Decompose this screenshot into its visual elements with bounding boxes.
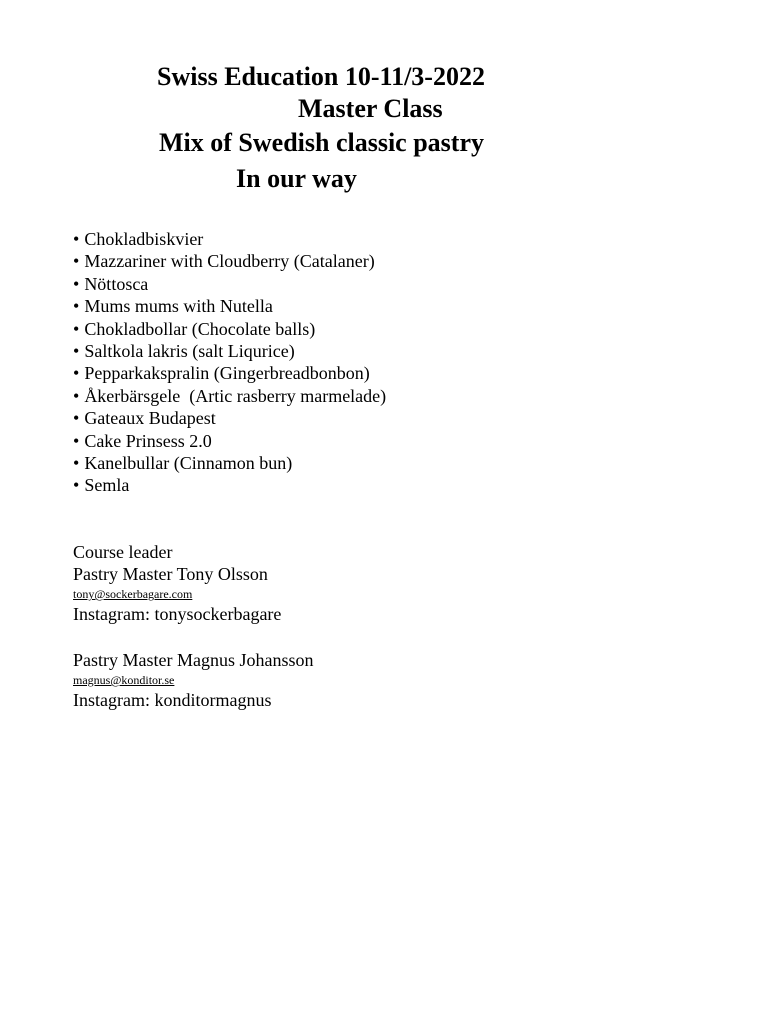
bullet: • — [73, 251, 80, 272]
bullet: • — [73, 273, 80, 294]
list-item — [73, 385, 386, 407]
list-item — [73, 430, 386, 452]
list-item-text: Mums mums with Nutella — [84, 296, 273, 317]
list-item — [73, 250, 386, 272]
list-item — [73, 228, 386, 250]
bullet: • — [73, 385, 80, 406]
title-master-class: Master Class — [298, 94, 443, 123]
list-item-text: Mazzariner with Cloudberry (Catalaner) — [84, 251, 375, 272]
list-item-text: Cake Prinsess 2.0 — [84, 430, 212, 451]
title-tagline: In our way — [236, 164, 357, 193]
leader-instagram: Instagram: tonysockerbagare — [73, 604, 282, 624]
spacer — [73, 625, 673, 649]
list-item-text: Saltkola lakris (salt Liqurice) — [84, 341, 295, 362]
bullet: • — [73, 408, 80, 429]
list-item-text: Åkerbärsgele (Artic rasberry marmelade) — [84, 385, 387, 406]
list-item — [73, 407, 386, 429]
list-item — [73, 362, 386, 384]
list-item — [73, 273, 386, 295]
leader-email-link[interactable]: tony@sockerbagare.com — [73, 587, 193, 601]
pastry-list — [73, 228, 386, 497]
bullet: • — [73, 430, 80, 451]
leader-instagram: Instagram: konditormagnus — [73, 690, 272, 710]
title-event: Swiss Education 10-11/3-2022 — [157, 62, 485, 91]
list-item-text: Chokladbiskvier — [84, 229, 204, 249]
bullet: • — [73, 229, 80, 249]
list-item — [73, 318, 386, 340]
bullet: • — [73, 318, 80, 339]
list-item-text: Gateaux Budapest — [84, 408, 216, 429]
bullet: • — [73, 453, 80, 474]
list-item-text: Nöttosca — [84, 273, 149, 294]
list-item — [73, 340, 386, 362]
leader-name: Pastry Master Tony Olsson — [73, 564, 268, 584]
bullet: • — [73, 341, 80, 362]
list-item — [73, 452, 386, 474]
title-subject: Mix of Swedish classic pastry — [159, 128, 484, 157]
leader-email-link[interactable]: magnus@konditor.se — [73, 673, 175, 687]
list-item — [73, 295, 386, 317]
list-item-text: Pepparkakspralin (Gingerbreadbonbon) — [84, 363, 370, 384]
bullet: • — [73, 363, 80, 384]
list-item — [73, 474, 386, 496]
bullet: • — [73, 296, 80, 317]
bullet: • — [73, 475, 80, 496]
list-item-text: Kanelbullar (Cinnamon bun) — [84, 453, 293, 474]
list-item-text: Semla — [84, 475, 130, 496]
list-item-text: Chokladbollar (Chocolate balls) — [84, 318, 316, 339]
course-leaders-section — [73, 541, 673, 711]
course-leader-heading: Course leader — [73, 542, 173, 562]
leader-name: Pastry Master Magnus Johansson — [73, 650, 314, 670]
